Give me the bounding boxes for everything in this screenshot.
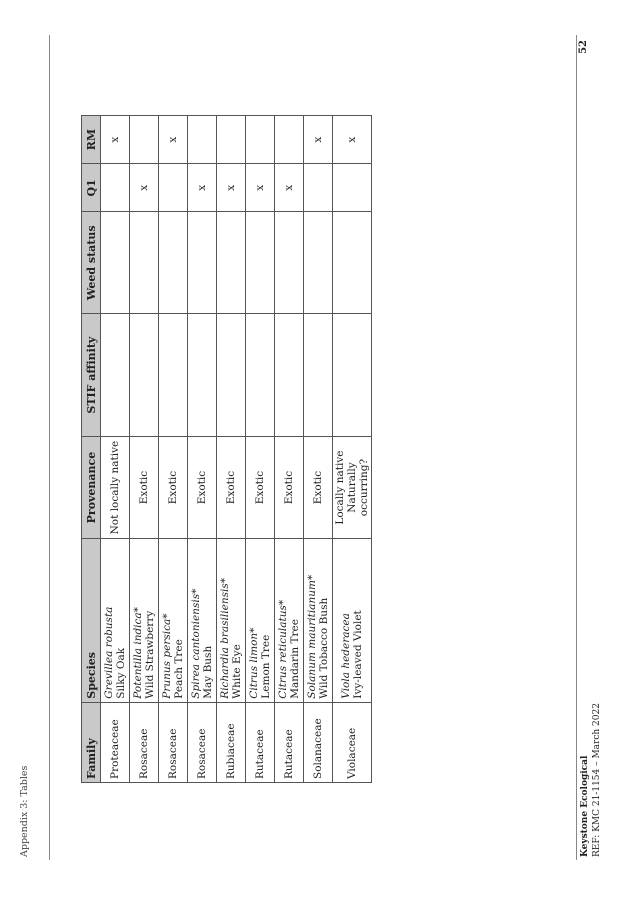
family-cell: Rutaceae [246, 702, 275, 782]
column-header-stif-affinity: STIF affinity [82, 314, 101, 437]
provenance-line-2: Naturally occurring? [346, 458, 370, 517]
q1-cell: x [246, 164, 275, 212]
common-name: Ivy-leaved Violet [352, 610, 364, 699]
column-header-q1: Q1 [82, 164, 101, 212]
table-row [246, 116, 275, 783]
table-row [217, 116, 246, 783]
q1-cell [304, 164, 333, 212]
species-cell [275, 538, 304, 702]
provenance-line-1: Exotic [167, 470, 179, 505]
q1-cell: x [188, 164, 217, 212]
table-row [159, 116, 188, 783]
q1-cell [333, 164, 372, 212]
table-row [333, 116, 372, 783]
provenance-cell [101, 437, 130, 539]
scientific-name: Citrus limon* [248, 627, 260, 699]
common-name: Peach Tree [173, 639, 185, 699]
q1-cell: x [130, 164, 159, 212]
q1-cell [101, 164, 130, 212]
provenance-line-1: Exotic [196, 470, 208, 505]
weed-status-cell [101, 212, 130, 314]
q1-cell: x [217, 164, 246, 212]
provenance-cell [275, 437, 304, 539]
provenance-line-1: Exotic [225, 470, 237, 505]
species-cell [101, 538, 130, 702]
family-cell: Proteaceae [101, 702, 130, 782]
species-cell [188, 538, 217, 702]
stif-affinity-cell [101, 314, 130, 437]
stif-affinity-cell [217, 314, 246, 437]
table-row [188, 116, 217, 783]
provenance-cell [304, 437, 333, 539]
provenance-line-1: Locally native [334, 450, 346, 525]
table-header-row [82, 116, 101, 783]
rm-cell [246, 116, 275, 164]
table-row [130, 116, 159, 783]
rm-cell: x [304, 116, 333, 164]
provenance-cell [188, 437, 217, 539]
rm-cell [275, 116, 304, 164]
stif-affinity-cell [159, 314, 188, 437]
common-name: Wild Tobacco Bush [318, 597, 330, 699]
provenance-line-1: Exotic [254, 470, 266, 505]
weed-status-cell [130, 212, 159, 314]
species-cell [304, 538, 333, 702]
provenance-cell [159, 437, 188, 539]
scientific-name: Richardia brasiliensis* [219, 578, 231, 699]
rm-cell [130, 116, 159, 164]
common-name: May Bush [202, 645, 214, 699]
weed-status-cell [159, 212, 188, 314]
table-row [275, 116, 304, 783]
family-cell: Rutaceae [275, 702, 304, 782]
provenance-cell [333, 437, 372, 539]
weed-status-cell [188, 212, 217, 314]
family-cell: Rosaceae [130, 702, 159, 782]
provenance-line-1: Not locally native [109, 440, 121, 535]
scientific-name: Citrus reticulatus* [277, 599, 289, 699]
family-cell: Rosaceae [188, 702, 217, 782]
footer-reference: REF: KMC 21-1154 – March 2022 [592, 703, 602, 857]
weed-status-cell [246, 212, 275, 314]
provenance-cell [217, 437, 246, 539]
provenance-line-1: Exotic [138, 470, 150, 505]
family-cell: Violaceae [333, 702, 372, 782]
rm-cell [188, 116, 217, 164]
species-table [81, 115, 372, 783]
page-number: 52 [578, 40, 589, 54]
rm-cell: x [333, 116, 372, 164]
species-cell [130, 538, 159, 702]
provenance-line-1: Exotic [312, 470, 324, 505]
stif-affinity-cell [333, 314, 372, 437]
common-name: Wild Strawberry [144, 610, 156, 699]
species-cell [217, 538, 246, 702]
header-label: Appendix 3: Tables [19, 765, 30, 857]
provenance-cell [130, 437, 159, 539]
weed-status-cell [304, 212, 333, 314]
provenance-line-1: Exotic [283, 470, 295, 505]
footer-divider [576, 35, 577, 860]
stif-affinity-cell [188, 314, 217, 437]
column-header-rm: RM [82, 116, 101, 164]
rm-cell: x [159, 116, 188, 164]
stif-affinity-cell [275, 314, 304, 437]
column-header-family: Family [82, 702, 101, 782]
species-cell [246, 538, 275, 702]
weed-status-cell [275, 212, 304, 314]
weed-status-cell [217, 212, 246, 314]
header-divider [49, 35, 50, 860]
rm-cell: x [101, 116, 130, 164]
provenance-cell [246, 437, 275, 539]
species-cell [159, 538, 188, 702]
family-cell: Rubiaceae [217, 702, 246, 782]
common-name: White Eye [231, 644, 243, 699]
table-row [304, 116, 333, 783]
scientific-name: Potentilla indica* [132, 607, 144, 699]
stif-affinity-cell [304, 314, 333, 437]
stif-affinity-cell [130, 314, 159, 437]
column-header-provenance: Provenance [82, 437, 101, 539]
common-name: Lemon Tree [260, 634, 272, 699]
species-cell [333, 538, 372, 702]
scientific-name: Spirea cantoniensis* [190, 588, 202, 699]
family-cell: Solanaceae [304, 702, 333, 782]
table-row [101, 116, 130, 783]
scientific-name: Grevillea robusta [103, 606, 115, 699]
stif-affinity-cell [246, 314, 275, 437]
q1-cell [159, 164, 188, 212]
scientific-name: Prunus persica* [161, 613, 173, 699]
column-header-species: Species [82, 538, 101, 702]
footer-company: Keystone Ecological [580, 755, 590, 857]
rm-cell [217, 116, 246, 164]
weed-status-cell [333, 212, 372, 314]
q1-cell: x [275, 164, 304, 212]
scientific-name: Solanum mauritianum* [306, 574, 318, 699]
common-name: Silky Oak [115, 647, 127, 699]
scientific-name: Viola hederacea [340, 613, 352, 699]
family-cell: Rosaceae [159, 702, 188, 782]
common-name: Mandarin Tree [289, 619, 301, 699]
column-header-weed-status: Weed status [82, 212, 101, 314]
